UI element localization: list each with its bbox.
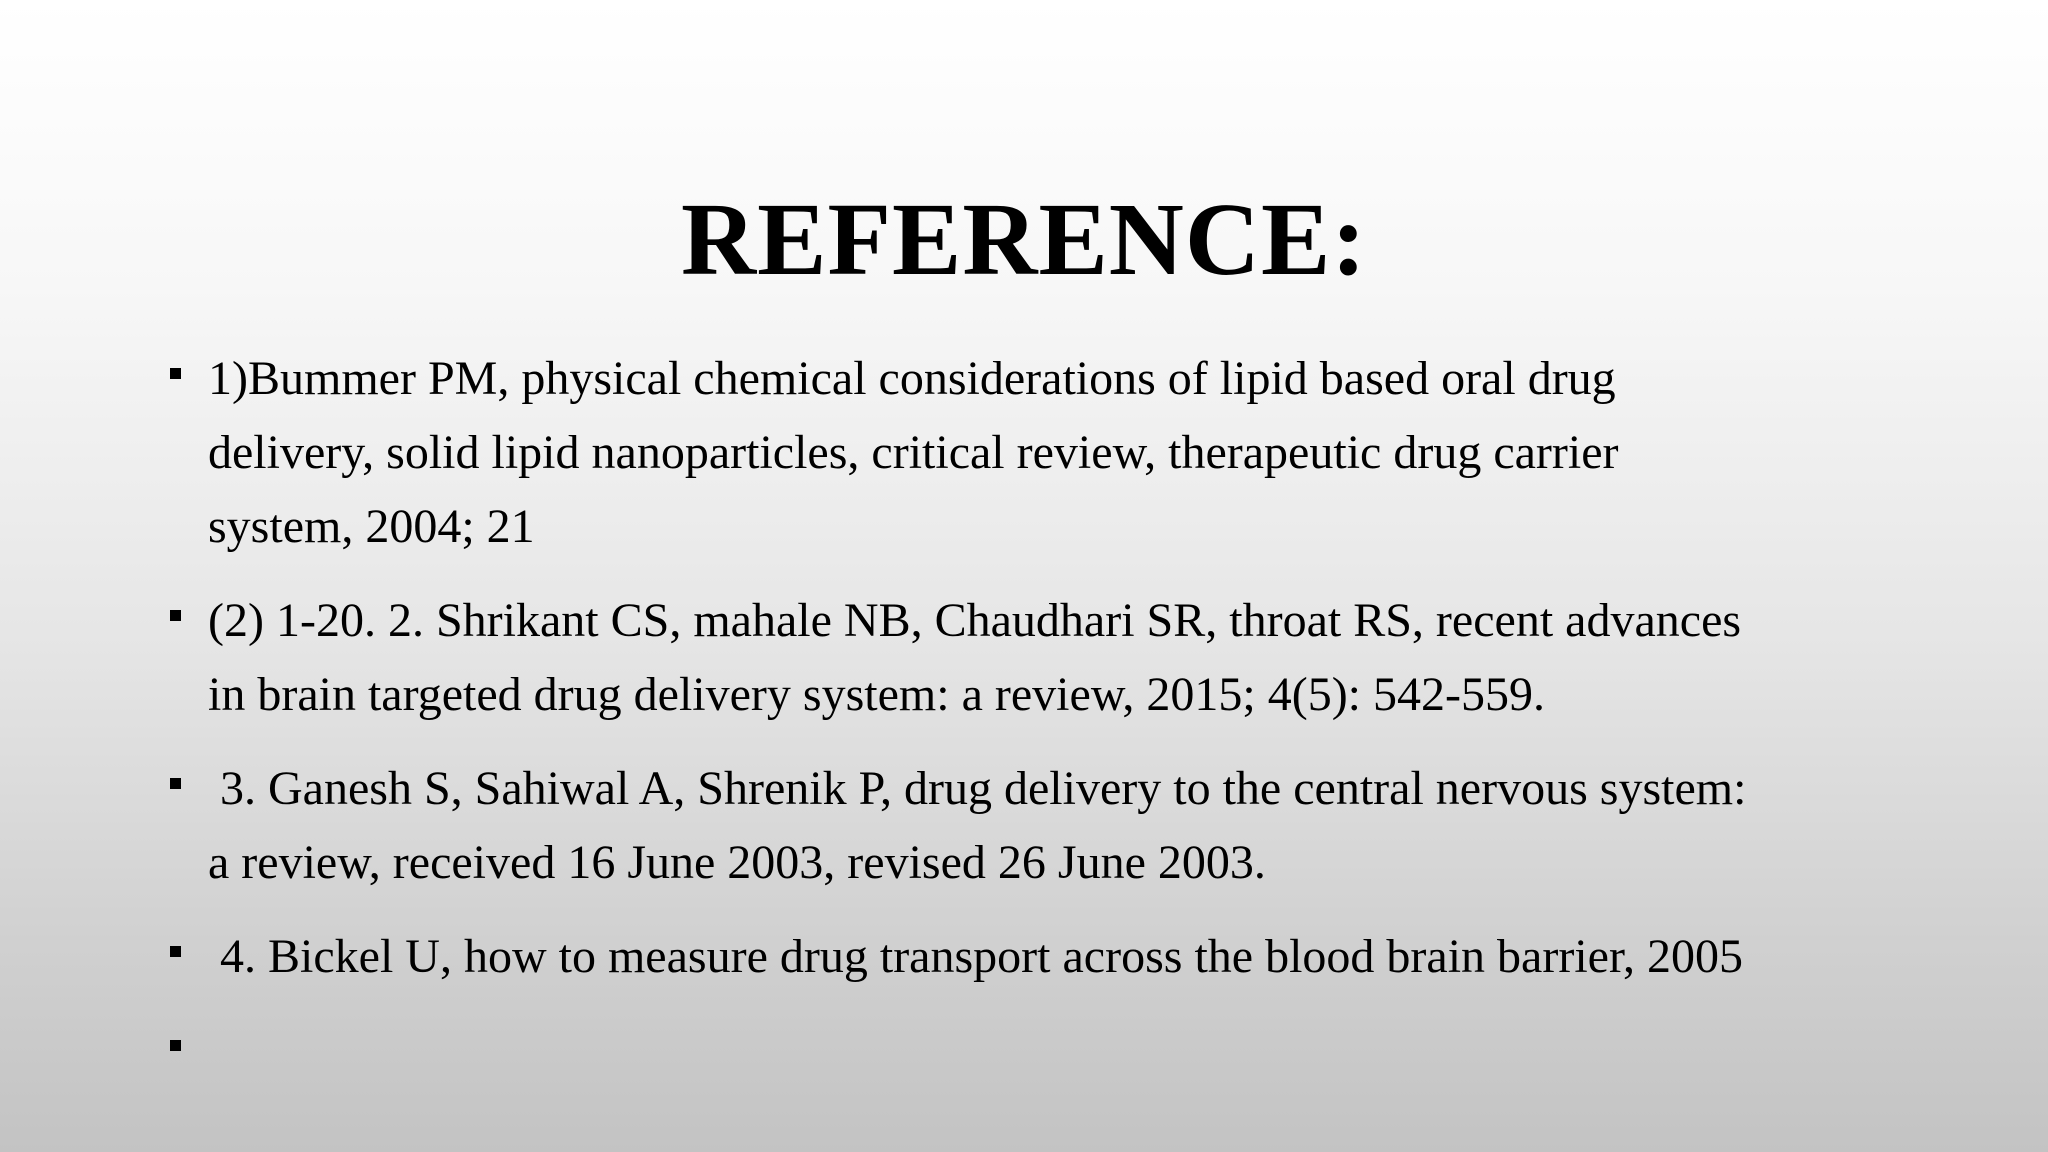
reference-item-empty bbox=[168, 1014, 1888, 1088]
reference-text bbox=[208, 920, 1888, 994]
square-bullet-icon bbox=[170, 778, 181, 789]
reference-line: in brain targeted drug delivery system: a review, 2015; 4(5): 542-559. bbox=[208, 668, 1545, 721]
reference-text bbox=[208, 342, 1888, 564]
reference-line: system, 2004; 21 bbox=[208, 500, 535, 553]
square-bullet-icon bbox=[170, 946, 181, 957]
reference-item-1 bbox=[168, 342, 1888, 564]
reference-item-2 bbox=[168, 584, 1888, 732]
reference-line: 4. Bickel U, how to measure drug transport across the blood brain barrier, 2005 bbox=[208, 930, 1744, 983]
reference-line: delivery, solid lipid nanoparticles, critical review, therapeutic drug carrier bbox=[208, 426, 1619, 479]
reference-list bbox=[168, 342, 1888, 1108]
square-bullet-icon bbox=[170, 610, 181, 621]
slide-title: REFERENCE: bbox=[680, 182, 1368, 297]
reference-line: (2) 1-20. 2. Shrikant CS, mahale NB, Chaudhari SR, throat RS, recent advances bbox=[208, 594, 1742, 647]
reference-line: 1)Bummer PM, physical chemical considerations of lipid based oral drug bbox=[208, 352, 1616, 405]
reference-item-4 bbox=[168, 920, 1888, 994]
reference-line: a review, received 16 June 2003, revised 26 June 2003. bbox=[208, 836, 1266, 889]
reference-line: 3. Ganesh S, Sahiwal A, Shrenik P, drug delivery to the central nervous system: bbox=[208, 762, 1747, 815]
square-bullet-icon bbox=[170, 368, 181, 379]
square-bullet-icon bbox=[170, 1040, 181, 1051]
reference-text bbox=[208, 584, 1888, 732]
reference-text bbox=[208, 752, 1888, 900]
reference-item-3 bbox=[168, 752, 1888, 900]
